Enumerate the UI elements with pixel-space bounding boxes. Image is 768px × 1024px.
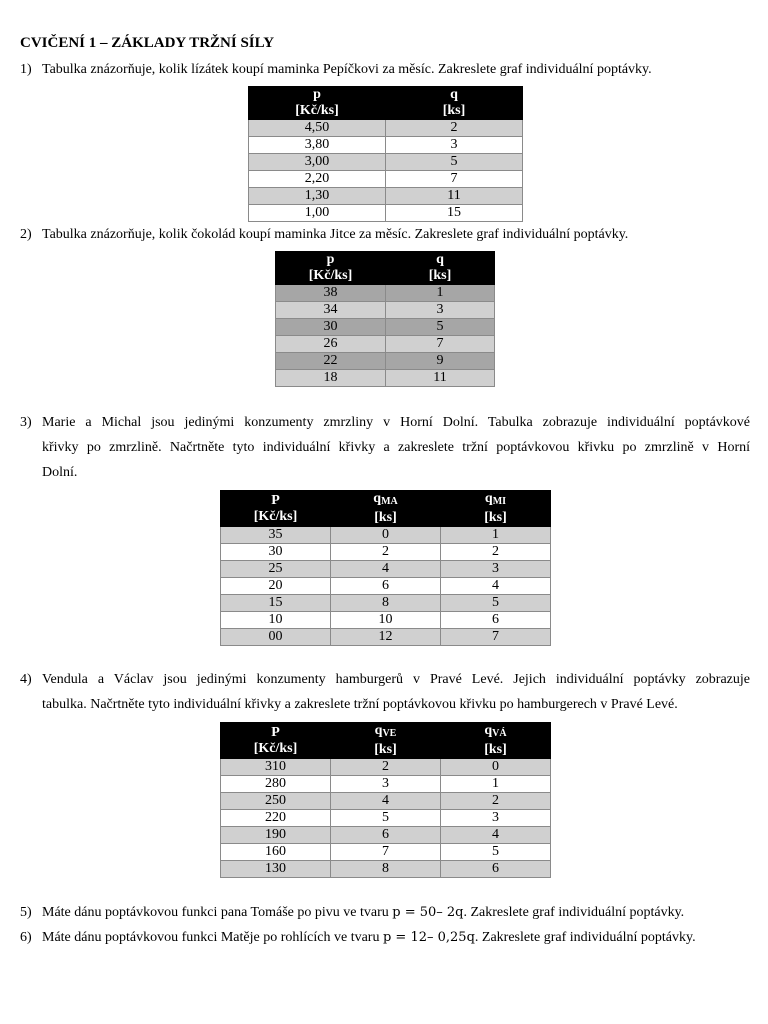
table-row bbox=[221, 759, 551, 776]
header-q-va: $q_{VÁ}$ [ks] bbox=[441, 723, 551, 759]
task-number: 5) bbox=[20, 905, 32, 920]
header-p: P [Kč/ks] bbox=[221, 723, 331, 759]
task-number: 6) bbox=[20, 930, 32, 945]
table-cell: 6 bbox=[441, 612, 551, 629]
table-task-4 bbox=[220, 722, 551, 878]
task-text: Tabulka znázorňuje, kolik lízátek koupí maminka Pepíčkovi za měsíc. Zakreslete graf individuální poptávky. bbox=[42, 62, 652, 77]
table-cell: 7 bbox=[386, 336, 495, 353]
task-4 bbox=[20, 667, 750, 719]
table-cell: 160 bbox=[221, 844, 331, 861]
header-q: q [ks] bbox=[386, 252, 495, 285]
table-row bbox=[221, 861, 551, 878]
table-cell: 3,00 bbox=[249, 154, 386, 171]
demand-formula: p = 12– 0,25q bbox=[382, 930, 475, 945]
table-cell: 5 bbox=[386, 319, 495, 336]
table-cell: 0 bbox=[331, 527, 441, 544]
table-cell: 11 bbox=[386, 370, 495, 387]
task-text-line: tabulka. Načrtněte tyto individuální křivky a zakreslete tržní poptávkovou křivku po hamburgerech v Pravé Levé. bbox=[42, 697, 678, 712]
table-cell: 5 bbox=[331, 810, 441, 827]
table-row bbox=[221, 827, 551, 844]
demand-formula: p = 50– 2q bbox=[392, 905, 464, 920]
table-cell: 5 bbox=[441, 595, 551, 612]
table-cell: 00 bbox=[221, 629, 331, 646]
table-cell: 1,30 bbox=[249, 188, 386, 205]
table-cell: 11 bbox=[386, 188, 523, 205]
table-cell: 3 bbox=[441, 561, 551, 578]
table-cell: 5 bbox=[386, 154, 523, 171]
header-q-ve: $q_{VE}$ [ks] bbox=[331, 723, 441, 759]
table-row bbox=[221, 612, 551, 629]
table-row bbox=[221, 844, 551, 861]
table-cell: 3,80 bbox=[249, 137, 386, 154]
task-text-line: Vendula a Václav jsou jedinými konzumenty hamburgerů v Pravé Levé. Jejich individuální poptávky zobrazuje bbox=[42, 672, 750, 687]
table-cell: 35 bbox=[221, 527, 331, 544]
page-title: CVIČENÍ 1 – ZÁKLADY TRŽNÍ SÍLY bbox=[20, 35, 275, 51]
table-row bbox=[249, 205, 523, 222]
table-cell: 22 bbox=[276, 353, 386, 370]
table-cell: 4 bbox=[441, 827, 551, 844]
table-row bbox=[276, 370, 495, 387]
table-cell: 190 bbox=[221, 827, 331, 844]
table-row bbox=[249, 120, 523, 137]
table-cell: 4 bbox=[331, 561, 441, 578]
table-cell: 4 bbox=[331, 793, 441, 810]
table-cell: 34 bbox=[276, 302, 386, 319]
table-row bbox=[221, 578, 551, 595]
table-cell: 26 bbox=[276, 336, 386, 353]
table-cell: 30 bbox=[221, 544, 331, 561]
table-cell: 8 bbox=[331, 861, 441, 878]
task-text-line: Marie a Michal jsou jedinými konzumenty zmrzliny v Horní Dolní. Tabulka zobrazuje individuální poptávkové bbox=[42, 415, 750, 430]
table-task-3 bbox=[220, 490, 551, 646]
table-cell: 2 bbox=[386, 120, 523, 137]
table-cell: 1,00 bbox=[249, 205, 386, 222]
table-row bbox=[221, 629, 551, 646]
table-cell: 250 bbox=[221, 793, 331, 810]
table-cell: 3 bbox=[386, 137, 523, 154]
table-cell: 2 bbox=[331, 544, 441, 561]
task-text: Máte dánu poptávkovou funkci Matěje po rohlících ve tvaru p = 12– 0,25q. Zakreslete graf individuální poptávky. bbox=[42, 930, 696, 945]
task-3 bbox=[20, 410, 750, 490]
table-row bbox=[221, 544, 551, 561]
table-row bbox=[276, 319, 495, 336]
table-cell: 8 bbox=[331, 595, 441, 612]
table-cell: 5 bbox=[441, 844, 551, 861]
table-cell: 3 bbox=[386, 302, 495, 319]
table-cell: 30 bbox=[276, 319, 386, 336]
table-cell: 220 bbox=[221, 810, 331, 827]
table-cell: 10 bbox=[331, 612, 441, 629]
table-row bbox=[221, 561, 551, 578]
table-task-1 bbox=[248, 86, 523, 222]
table-cell: 2,20 bbox=[249, 171, 386, 188]
table-row bbox=[276, 285, 495, 302]
table-row bbox=[221, 595, 551, 612]
task-text-line: křivky po zmrzlině. Načrtněte tyto individuální křivky a zakreslete tržní poptávkovou křivku po zmrzlině v Horní bbox=[42, 440, 750, 455]
table-cell: 18 bbox=[276, 370, 386, 387]
table-cell: 4 bbox=[441, 578, 551, 595]
table-cell: 2 bbox=[331, 759, 441, 776]
table-cell: 7 bbox=[441, 629, 551, 646]
table-cell: 7 bbox=[386, 171, 523, 188]
task-text-line: Dolní. bbox=[42, 465, 78, 480]
table-cell: 7 bbox=[331, 844, 441, 861]
table-cell: 4,50 bbox=[249, 120, 386, 137]
header-p: p [Kč/ks] bbox=[276, 252, 386, 285]
table-row bbox=[249, 171, 523, 188]
table-cell: 10 bbox=[221, 612, 331, 629]
table-row bbox=[249, 154, 523, 171]
table-cell: 3 bbox=[331, 776, 441, 793]
table-row bbox=[249, 188, 523, 205]
table-row bbox=[276, 336, 495, 353]
table-cell: 6 bbox=[331, 827, 441, 844]
table-task-2 bbox=[275, 251, 495, 387]
table-cell: 130 bbox=[221, 861, 331, 878]
table-cell: 6 bbox=[331, 578, 441, 595]
table-row bbox=[276, 302, 495, 319]
table-cell: 15 bbox=[386, 205, 523, 222]
table-cell: 2 bbox=[441, 793, 551, 810]
table-row bbox=[276, 353, 495, 370]
task-number: 2) bbox=[20, 227, 32, 242]
table-cell: 3 bbox=[441, 810, 551, 827]
table-row bbox=[221, 527, 551, 544]
table-cell: 0 bbox=[441, 759, 551, 776]
table-cell: 6 bbox=[441, 861, 551, 878]
table-cell: 9 bbox=[386, 353, 495, 370]
table-cell: 38 bbox=[276, 285, 386, 302]
table-row bbox=[221, 810, 551, 827]
table-cell: 310 bbox=[221, 759, 331, 776]
task-text: Máte dánu poptávkovou funkci pana Tomáše po pivu ve tvaru p = 50– 2q. Zakreslete graf individuální poptávky. bbox=[42, 905, 685, 920]
task-number: 4) bbox=[20, 672, 32, 687]
table-cell: 1 bbox=[441, 527, 551, 544]
table-cell: 15 bbox=[221, 595, 331, 612]
table-cell: 1 bbox=[441, 776, 551, 793]
table-cell: 12 bbox=[331, 629, 441, 646]
table-cell: 25 bbox=[221, 561, 331, 578]
task-number: 3) bbox=[20, 415, 32, 430]
table-cell: 280 bbox=[221, 776, 331, 793]
table-row bbox=[221, 776, 551, 793]
table-cell: 2 bbox=[441, 544, 551, 561]
header-q-mi: $q_{MI}$ [ks] bbox=[441, 491, 551, 527]
table-cell: 1 bbox=[386, 285, 495, 302]
task-number: 1) bbox=[20, 62, 32, 77]
header-p: p [Kč/ks] bbox=[249, 87, 386, 120]
table-row bbox=[221, 793, 551, 810]
header-q: q [ks] bbox=[386, 87, 523, 120]
task-text: Tabulka znázorňuje, kolik čokolád koupí maminka Jitce za měsíc. Zakreslete graf individuální poptávky. bbox=[42, 227, 629, 242]
table-row bbox=[249, 137, 523, 154]
table-cell: 20 bbox=[221, 578, 331, 595]
header-q-ma: $q_{MA}$ [ks] bbox=[331, 491, 441, 527]
header-p: P [Kč/ks] bbox=[221, 491, 331, 527]
